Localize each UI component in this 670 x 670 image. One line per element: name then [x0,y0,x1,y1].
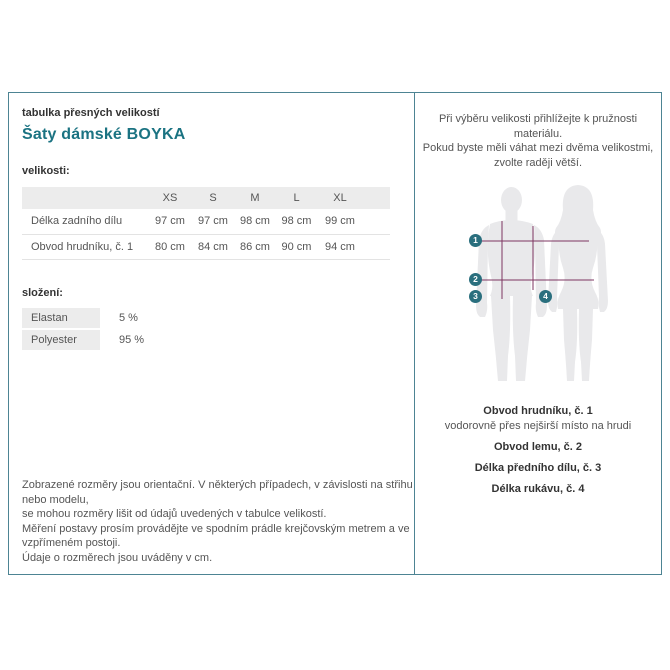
intro-line: zvolte raději větší. [493,156,583,169]
size-chart-panel [8,92,662,575]
material-name: Polyester [22,330,100,350]
size-table [22,187,390,260]
body-silhouettes-diagram [415,180,661,398]
measure-marker-1: 1 [469,234,482,247]
measure-marker-2: 2 [469,273,482,286]
measurement-disclaimer [22,478,414,565]
composition-row [22,308,414,328]
legend-hem-label: Obvod lemu, č. 2 [493,441,583,453]
size-value: 84 cm [192,234,234,259]
size-column-m: M [234,187,276,209]
size-value: 90 cm [276,234,317,259]
composition-section-label: složení: [22,286,63,299]
size-column-xl: XL [317,187,363,209]
size-value: 80 cm [148,234,192,259]
male-silhouette [476,187,547,381]
row-label: Obvod hrudníku, č. 1 [22,234,148,259]
size-value: 99 cm [317,209,363,234]
size-table-corner-cell [22,187,148,209]
composition-row [22,330,414,350]
measure-marker-3: 3 [469,290,482,303]
silhouettes-graphic [415,180,661,398]
size-table-spacer-cell [363,187,390,209]
female-silhouette [548,185,608,381]
size-value: 98 cm [276,209,317,234]
measurement-guide-column [415,93,661,574]
size-info-column [9,93,414,574]
material-name: Elastan [22,308,100,328]
size-column-xs: XS [148,187,192,209]
material-percent: 95 % [119,333,145,346]
composition-table [22,308,414,350]
legend-front-length-label: Délka předního dílu, č. 3 [474,462,602,474]
intro-line: Při výběru velikosti přihlížejte k pružnosti materiálu. [438,113,638,140]
material-percent: 5 % [119,311,138,324]
sizes-section-label: velikosti: [22,165,70,177]
footnote-line: Údaje o rozměrech jsou uváděny v cm. [22,551,213,564]
footnote-line: Zobrazené rozměry jsou orientační. V některých případech, v závislosti na střihu nebo modelu, [22,479,413,506]
footnote-line: Měření postavy prosím provádějte ve spodním prádle krejčovským metrem a ve vzpřímeném postoji. [22,522,410,549]
size-value: 98 cm [234,209,276,234]
product-title: Šaty dámské BOYKA [22,126,186,143]
row-label: Délka zadního dílu [22,209,148,234]
size-table-header-row [22,187,390,209]
table-row-chest [22,234,390,259]
size-column-l: L [276,187,317,209]
size-column-s: S [192,187,234,209]
size-value: 97 cm [192,209,234,234]
size-value: 94 cm [317,234,363,259]
table-row-back-length [22,209,390,234]
measure-marker-4: 4 [539,290,552,303]
pretitle: tabulka přesných velikostí [22,107,160,119]
size-value: 86 cm [234,234,276,259]
legend-sleeve-label: Délka rukávu, č. 4 [491,483,585,495]
footnote-line: se mohou rozměry lišit od údajů uvedených v tabulce velikostí. [22,508,327,520]
legend-chest-description: vodorovně přes nejširší místo na hrudi [444,420,632,432]
size-value: 97 cm [148,209,192,234]
measurement-legend [415,405,661,495]
legend-chest-label: Obvod hrudníku, č. 1 [483,405,593,417]
intro-line: Pokud byste měli váhat mezi dvěma velikostmi, [422,142,654,154]
size-advice-text [415,112,661,170]
